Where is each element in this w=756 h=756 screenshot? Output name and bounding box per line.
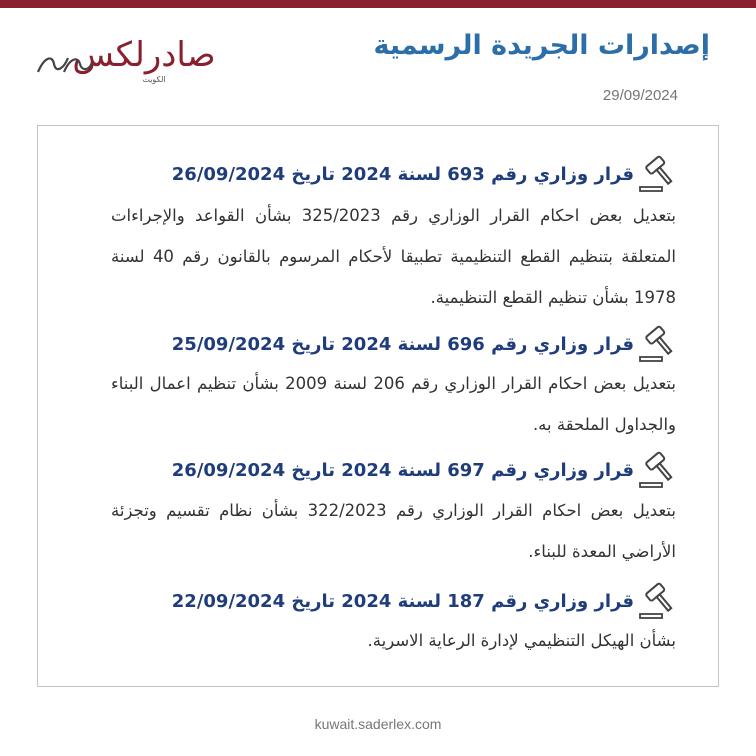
gavel-icon (638, 154, 680, 194)
decision-item-3-header[interactable] (172, 450, 680, 490)
page-title: إصدارات الجريدة الرسمية (373, 30, 710, 61)
decision-description: بتعديل بعض احكام القرار الوزاري رقم 206 لسنة 2009 بشأن تنظيم اعمال البناء والجداول الملحقة به. (111, 374, 677, 434)
gavel-icon (638, 450, 680, 490)
gavel-icon (638, 324, 680, 364)
gavel-icon (638, 581, 680, 621)
decision-title[interactable]: قرار وزاري رقم 697 لسنة 2024 تاريخ 26/09/2024 (171, 459, 634, 481)
decision-description: بشأن الهيكل التنظيمي لإدارة الرعاية الاسرية. (367, 631, 676, 650)
logo-wordmark: صادرلكس (72, 35, 216, 75)
decisions-card (37, 125, 719, 687)
decision-title[interactable]: قرار وزاري رقم 693 لسنة 2024 تاريخ 26/09/2024 (171, 163, 634, 185)
decision-item-2-header[interactable] (172, 324, 680, 364)
footer-url[interactable]: kuwait.saderlex.com (314, 716, 442, 732)
decision-description: بتعديل بعض احكام القرار الوزاري رقم 325/2023 بشأن القواعد والإجراءات المتعلقة بتنظيم القطع التنظيمية تطبيقا لأحكام المرسوم بالقانون رقم 40 لسنة 1978 بشأن تنظيم القطع التنظيمية. (111, 206, 676, 307)
saderlex-logo (34, 28, 216, 88)
decision-title[interactable]: قرار وزاري رقم 696 لسنة 2024 تاريخ 25/09/2024 (171, 333, 634, 355)
logo-subtitle: الكويت (142, 75, 166, 84)
decision-item-4-header[interactable] (172, 581, 680, 621)
top-accent-bar (0, 0, 756, 8)
decision-description: بتعديل بعض احكام القرار الوزاري رقم 322/2023 بشأن نظام تقسيم وتجزئة الأراضي المعدة للبناء. (111, 501, 676, 561)
decision-item-1-header[interactable] (172, 154, 680, 194)
decision-title[interactable]: قرار وزاري رقم 187 لسنة 2024 تاريخ 22/09/2024 (171, 590, 634, 612)
publish-date: 29/09/2024 (602, 87, 678, 104)
